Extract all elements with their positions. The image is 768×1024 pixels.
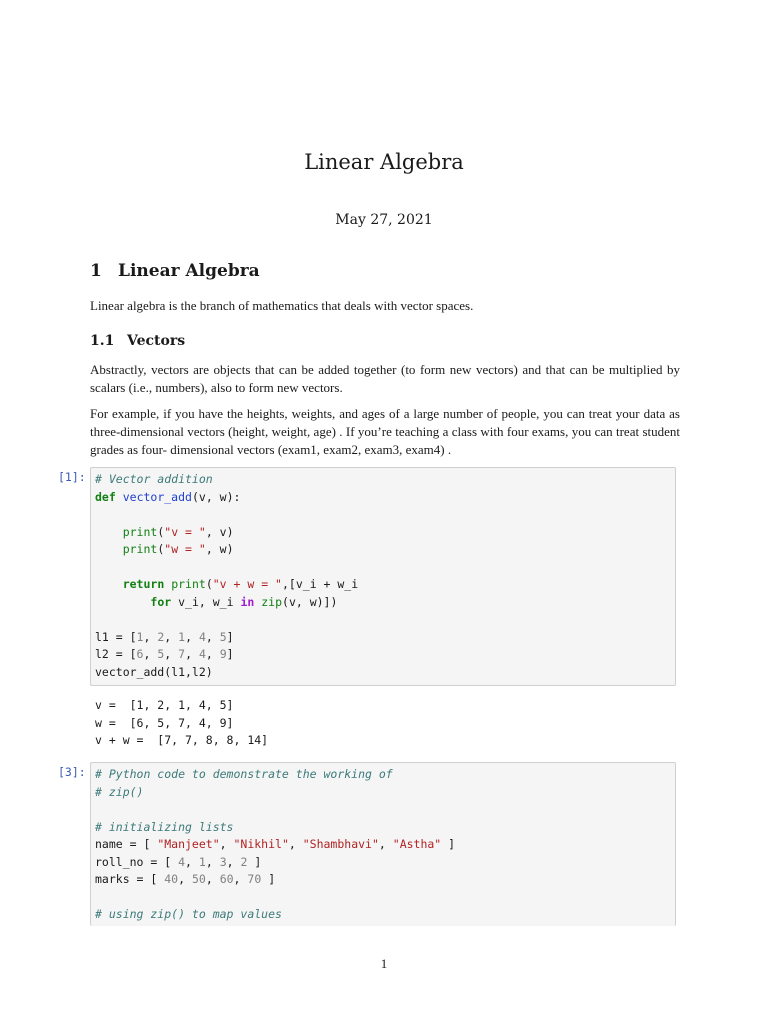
code-builtin: zip: [261, 594, 283, 609]
code-block: # Vector addition def vector_add(v, w): print("v = ", v) print("w = ", w) return print("v + w = ",[v_i + w_i for v_i, w_i in zip(v, w)]) l1 = [1, 2, 1, 4, 5] l2 = [6, 5, 7, 4, 9] vector_add(l1,l2): [95, 472, 359, 679]
code-keyword: for: [150, 594, 172, 609]
code-number: 3: [219, 854, 227, 869]
code-number: 4: [198, 647, 206, 661]
code-number: 4: [198, 629, 206, 644]
section-number: 1: [90, 261, 102, 281]
paragraph-vectors-definition: Abstractly, vectors are objects that can be added together (to form new vectors) and that can be multiplied by scalars (i.e., numbers), also to form new vectors.: [90, 362, 680, 395]
code-text: l2 = [: [95, 647, 137, 661]
code-string: "w = ": [164, 542, 206, 556]
document-title: Linear Algebra: [304, 150, 464, 174]
code-number: 1: [198, 854, 206, 869]
code-cell-vector-add[interactable]: [90, 467, 676, 686]
code-block: # Python code to demonstrate the working of # zip() # initializing lists name = [ "Manjeet", "Nikhil", "Shambhavi", "Astha" ] roll_no = [ 4, 1, 3, 2 ] marks = [ 40, 50, 60, 70 ] # using zip() to map values: [95, 767, 456, 921]
subsection-heading: [90, 333, 185, 349]
code-comment: # using zip() to map values: [95, 907, 282, 921]
code-number: 7: [178, 647, 186, 661]
cell-prompt: [3]:: [58, 765, 86, 779]
cell-output: [90, 697, 273, 750]
code-text: (v, w)]): [282, 594, 338, 609]
code-text: roll_no = [: [95, 854, 179, 869]
code-text: ,[v_i + w_i: [282, 577, 359, 591]
code-comment: # zip(): [95, 784, 144, 799]
code-function-name: vector_add: [122, 489, 192, 504]
cell-prompt: [1]:: [58, 470, 86, 484]
code-text: v_i, w_i: [178, 594, 234, 609]
code-text: , w): [205, 542, 234, 556]
section-title: Linear Algebra: [118, 261, 260, 281]
output-line: v = [1, 2, 1, 4, 5]: [95, 698, 234, 712]
code-number: 70: [247, 872, 262, 886]
code-string: "Nikhil": [233, 837, 289, 851]
code-text: (v, w):: [191, 489, 241, 504]
code-string: "v = ": [164, 524, 206, 539]
code-comment: # Vector addition: [95, 472, 213, 486]
output-block: [90, 697, 273, 750]
code-string: "Shambhavi": [302, 837, 379, 851]
code-comment: # Python code to demonstrate the working of: [95, 767, 393, 781]
subsection-title: Vectors: [127, 333, 186, 349]
output-line: w = [6, 5, 7, 4, 9]: [95, 715, 234, 730]
page-number: 1: [380, 956, 388, 971]
code-keyword: def: [95, 489, 116, 504]
code-cell-zip-demo[interactable]: [90, 762, 676, 926]
code-operator: in: [240, 594, 255, 609]
code-text: marks = [: [95, 872, 165, 886]
code-text: , v): [205, 524, 234, 539]
code-comment: # initializing lists: [95, 819, 234, 834]
code-number: 2: [240, 854, 248, 869]
section-heading: [90, 261, 260, 281]
code-number: 4: [178, 854, 186, 869]
code-text: name = [: [95, 837, 158, 851]
code-number: 50: [191, 872, 206, 886]
code-builtin: print: [122, 524, 158, 539]
code-number: 9: [219, 647, 227, 661]
code-number: 5: [219, 629, 227, 644]
code-number: 60: [219, 872, 234, 886]
code-builtin: print: [171, 577, 206, 591]
output-line: v + w = [7, 7, 8, 8, 14]: [95, 733, 269, 747]
section-intro: Linear algebra is the branch of mathematics that deals with vector spaces.: [90, 298, 474, 313]
code-number: 1: [136, 629, 144, 644]
paragraph-vectors-example: For example, if you have the heights, weights, and ages of a large number of people, you can treat your data as three-dimensional vectors (height, weight, age) . If you’re teaching a class with four exams, you can treat student grades as four- dimensional vectors (exam1, exam2, exam3, exam4) .: [90, 406, 680, 457]
code-keyword: return: [122, 577, 165, 591]
code-number: 2: [157, 629, 165, 644]
subsection-number: 1.1: [90, 333, 115, 349]
code-number: 5: [157, 647, 165, 661]
code-string: "Astha": [392, 837, 442, 851]
document-date: May 27, 2021: [335, 212, 433, 228]
code-number: 6: [136, 647, 144, 661]
code-text: vector_add(l1,l2): [95, 664, 213, 679]
code-number: 1: [178, 629, 186, 644]
code-text: l1 = [: [95, 629, 137, 644]
code-builtin: print: [122, 542, 158, 556]
code-number: 40: [164, 872, 179, 886]
code-string: "v + w = ": [212, 577, 282, 591]
code-string: "Manjeet": [157, 837, 220, 851]
